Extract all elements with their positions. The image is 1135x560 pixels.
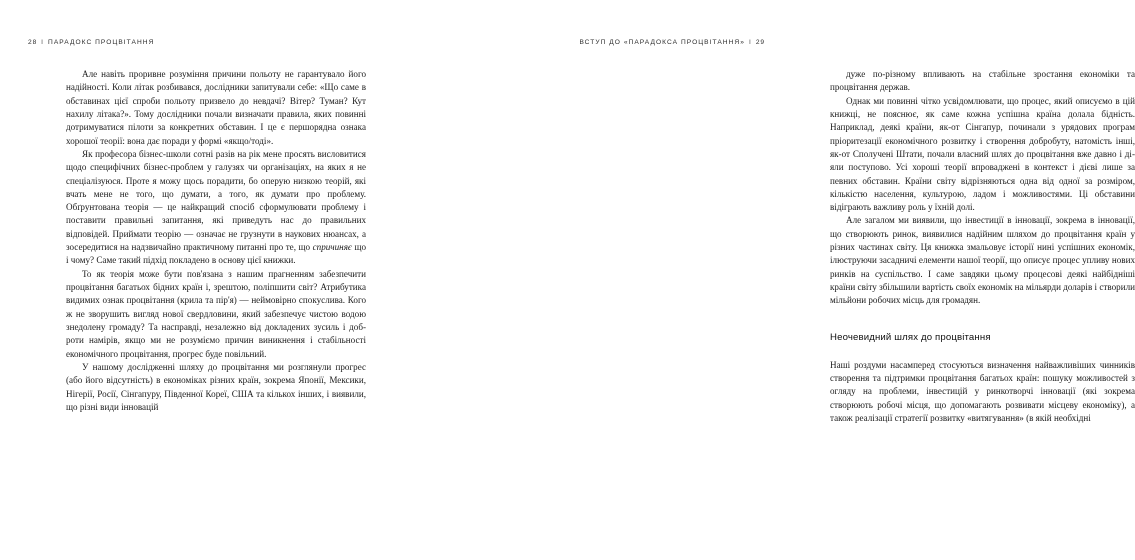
right-running-head-separator: I <box>748 39 752 46</box>
right-page-textblock <box>830 68 1135 425</box>
paragraph: У нашому дослідженні шляху до процвітання ми розглянули прогрес (або його відсутність) в економіках різних країн, зокрема Японії, Мексики, Нігерії, Росії, Сінгапуру, Південної Кореї, США та кількох інших, і виявили, що різні види інновацій <box>66 361 366 412</box>
paragraph: То як теорія може бути пов'язана з нашим прагненням забезпечити процвітання багатьох бідних країн і, зрештою, поліпшити світ? Атрибутика видимих ознак процвітання (крила та пір'я) — неймовірно спокуслива. Кого ж не зворушить вигляд нової свердловини, який забезпечує чистою водою знедолену громаду? Та насправді, незалежно від докладених зусиль і доброти намірів, якщо ми не розуміємо причин виникнення і стабільності економічного процвітання, прогрес буде повільний. <box>66 268 366 359</box>
right-page-folio: 29 <box>755 39 765 46</box>
paragraph: дуже по-різному впливають на стабільне зростання економіки та процвітання держав. <box>830 69 1135 93</box>
paragraph: Як професора бізнес-школи сотні разів на рік мене просять висловитися щодо специфічних бізнес-проблем у галузях чи організаціях, на яких я не спеціалізуюся. Проте я можу щось порадити, бо оперую низкою теорій, які вчать мене не того, що думати, а того, як думати про проблему. Обґрунтована теорія — це найкращий спосіб сформулювати проблему і поставити правильні запитання, які приведуть нас до правильних відповідей. Приймати теорію — означає не грузнути в наукових нюансах, а зосередитися на надзвичайно практичному питанні про те, що спричиняє що і чому? Саме такий підхід покладено в основу цієї книжки. <box>66 148 366 266</box>
section-subheading: Неочевидний шлях до процвітання <box>830 332 991 344</box>
paragraph: Наші роздуми насамперед стосуються визначення найважливіших чинників створення та підтримки процвітання багатьох країн: пошуку можливостей з огляду на проблеми, інвестицій у ринкотворчі інновації (які зокрема створюють робочі місця, що допомагають розвивати місцеву економіку), а також реалізації стратегії розвитку «витягування» (в якій необхідні <box>830 359 1135 423</box>
paragraph: Але навіть проривне розуміння причини польоту не гарантувало його надійності. Коли літак розбивався, дослідники запитували себе: «Що саме в обставинах цієї спроби польоту призвело до невдачі? Вітер? Туман? Кут нахилу літака?». Тому дослідники почали визначати правила, яких повинні дотримуватися пілоти за конкретних обставин. І це є першорядна ознака хорошої теорії: вона дає поради у формі «якщо/тоді». <box>66 69 366 146</box>
emphasis-text: спричиняє <box>312 242 352 253</box>
left-running-head-separator: I <box>41 39 45 46</box>
left-running-head-title: ПАРАДОКС ПРОЦВІТАННЯ <box>48 39 155 46</box>
right-page <box>400 0 1135 560</box>
right-running-head-title: ВСТУП ДО «ПАРАДОКСА ПРОЦВІТАННЯ» <box>579 39 745 46</box>
paragraph: Але загалом ми виявили, що інвестиції в інновації, зокрема в інновації, що створюють ринок, виявилися надійним шляхом до процвітання країн у різних частинах світу. Ця книжка змальовує історії нині успішних економік, ілюструючи засадничі елементи нашої теорії, що описує процес упливу нових ринків на суспільство. І саме завдяки цьому процесові деякі найбідніші країни світу збільшили вартість своїх економік на мільярди доларів і створили мільйони робочих місць для громадян. <box>830 215 1135 306</box>
left-page-textblock <box>66 68 366 414</box>
paragraph: Однак ми повинні чітко усвідомлювати, що процес, який описуємо в цій книжці, не пояснює, як саме кожна успішна країна долала бідність. Наприклад, деякі країни, як-от Сінгапур, починали з урядових програм пріоритезації економічного розвитку і створення добробуту, натомість інші, як-от Сполучені Штати, почали власний шлях до процвітання вже давно і діяли поступово. Усі хороші теорії впроваджені в контекст і дієві лише за певних обставин. Країни світу відрізняються одна від одної за розміром, кількістю населення, культурою, ладом і можливостями. Ці обставини відіграють важливу роль у їхній долі. <box>830 95 1135 213</box>
left-page <box>0 0 400 560</box>
left-page-folio: 28 <box>28 39 38 46</box>
left-running-head <box>28 40 154 47</box>
right-running-head <box>579 40 765 47</box>
